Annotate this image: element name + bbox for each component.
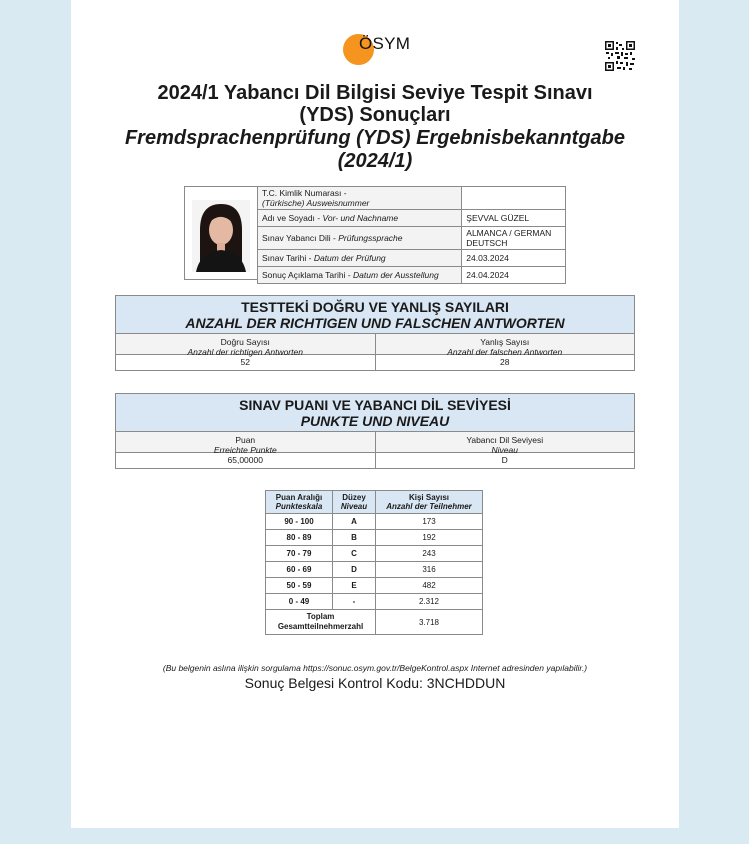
logo-text: ÖSYM (359, 34, 411, 53)
info-row-id (258, 187, 566, 210)
info-label: Sınav Yabancı Dili - Prüfungssprache (258, 227, 462, 250)
info-row-result-date (258, 267, 566, 284)
person-photo-icon (192, 200, 250, 272)
osym-logo (343, 32, 413, 66)
info-value: ŞEVVAL GÜZEL (462, 210, 566, 227)
points-label: Puan Erreichte Punkte (115, 432, 376, 453)
document-title (71, 82, 679, 172)
score-title-tr: SINAV PUANI VE YABANCI DİL SEVİYESİ (239, 397, 511, 413)
answers-values (115, 355, 635, 371)
title-de-line1: Fremdsprachenprüfung (YDS) Ergebnisbekanntgabe (124, 127, 626, 149)
answers-section (115, 295, 635, 371)
table-row: 90 - 100 A 173 (266, 514, 483, 530)
total-row (266, 610, 483, 635)
level-label: Yabancı Dil Seviyesi Niveau (376, 432, 636, 453)
title-de-line2: (2024/1) (337, 150, 413, 172)
level-header: Düzey Niveau (333, 491, 376, 514)
candidate-info-table (257, 186, 566, 284)
table-row: 50 - 59 E 482 (266, 578, 483, 594)
score-title-de: PUNKTE UND NIVEAU (300, 413, 450, 429)
count-header: Kişi Sayısı Anzahl der Teilnehmer (376, 491, 483, 514)
info-label: Adı ve Soyadı - Vor- und Nachname (258, 210, 462, 227)
answers-labels (115, 334, 635, 355)
info-value (462, 187, 566, 210)
score-labels (115, 432, 635, 453)
info-label: T.C. Kimlik Numarası - (Türkische) Ausweisnummer (258, 187, 462, 210)
total-label: Toplam Gesamtteilnehmerzahl (266, 610, 376, 635)
qr-code-icon (604, 40, 636, 72)
info-label: Sonuç Açıklama Tarihi - Datum der Ausstellung (258, 267, 462, 284)
score-section (115, 393, 635, 469)
wrong-label: Yanlış Sayısı Anzahl der falschen Antworten (376, 334, 636, 355)
info-row-exam-date (258, 250, 566, 267)
info-row-name (258, 210, 566, 227)
candidate-photo (184, 186, 259, 280)
correct-count: 52 (115, 355, 376, 371)
candidate-info (184, 186, 566, 279)
scale-header-row (266, 491, 483, 514)
info-value: 24.04.2024 (462, 267, 566, 284)
table-row: 80 - 89 B 192 (266, 530, 483, 546)
range-header: Puan Aralığı Punkteskala (266, 491, 333, 514)
answers-header (115, 295, 635, 334)
correct-label: Doğru Sayısı Anzahl der richtigen Antworten (115, 334, 376, 355)
table-row: 70 - 79 C 243 (266, 546, 483, 562)
title-tr-line1: 2024/1 Yabancı Dil Bilgisi Seviye Tespit Sınavı (157, 82, 593, 104)
score-scale-table (265, 490, 483, 635)
answers-title-de: ANZAHL DER RICHTIGEN UND FALSCHEN ANTWORTEN (185, 315, 565, 331)
info-value: 24.03.2024 (462, 250, 566, 267)
total-value: 3.718 (376, 610, 483, 635)
level-value: D (376, 453, 636, 469)
info-label: Sınav Tarihi - Datum der Prüfung (258, 250, 462, 267)
table-row: 60 - 69 D 316 (266, 562, 483, 578)
info-row-language (258, 227, 566, 250)
score-header (115, 393, 635, 432)
table-row: 0 - 49 - 2.312 (266, 594, 483, 610)
title-tr-line2: (YDS) Sonuçları (299, 104, 451, 126)
info-value: ALMANCA / GERMAN DEUTSCH (462, 227, 566, 250)
points-value: 65,00000 (115, 453, 376, 469)
wrong-count: 28 (376, 355, 636, 371)
verification-note: (Bu belgenin aslına ilişkin sorgulama https://sonuc.osym.gov.tr/BelgeKontrol.aspx Internet adresinden yapılabilir.) (162, 663, 588, 673)
answers-title-tr: TESTTEKİ DOĞRU VE YANLIŞ SAYILARI (241, 299, 509, 315)
control-code: Sonuç Belgesi Kontrol Kodu: 3NCHDDUN (244, 675, 506, 691)
score-values (115, 453, 635, 469)
